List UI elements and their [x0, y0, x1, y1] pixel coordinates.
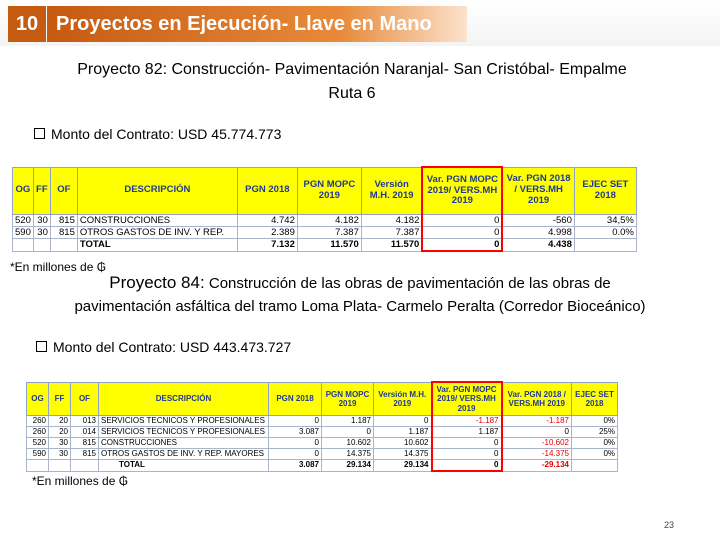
cell-og: 590 — [27, 449, 49, 460]
cell-var-pgn2018: -560 — [502, 215, 574, 227]
cell-total-label: TOTAL — [99, 460, 269, 472]
project-82-table — [12, 166, 637, 252]
header-of: OF — [50, 167, 77, 215]
slide-title: Proyectos en Ejecución- Llave en Mano — [56, 13, 432, 35]
header-descripcion: DESCRIPCIÓN — [77, 167, 237, 215]
cell-version-mh: 10.602 — [374, 438, 432, 449]
cell-og: 260 — [27, 427, 49, 438]
project-82-title-line2: Ruta 6 — [328, 85, 376, 102]
cell-var-mopc: -1.187 — [432, 416, 502, 427]
project-84-title-rest: Construcción de las obras de pavimentación de las obras de — [204, 275, 611, 292]
cell-of: 815 — [50, 215, 77, 227]
header-ff: FF — [33, 167, 50, 215]
cell-ejec: 0.0% — [574, 227, 636, 239]
cell-descripcion: OTROS GASTOS DE INV. Y REP. — [77, 227, 237, 239]
project-84-title — [20, 271, 700, 318]
table-row — [27, 449, 618, 460]
header-of: OF — [71, 382, 99, 416]
cell-pgn-2018: 3.087 — [269, 460, 322, 472]
cell-var-pgn2018: -1.187 — [502, 416, 572, 427]
project-84-title-line1 — [20, 271, 700, 295]
table-row — [13, 227, 637, 239]
project-82-contract — [34, 126, 281, 142]
table-header-row — [13, 167, 637, 215]
cell-version-mh: 7.387 — [361, 227, 422, 239]
header-ejec: EJEC SET 2018 — [574, 167, 636, 215]
section-number: 10 — [8, 6, 46, 42]
cell-of — [71, 460, 99, 472]
cell-version-mh: 1.187 — [374, 427, 432, 438]
cell-var-pgn2018: -29.134 — [502, 460, 572, 472]
cell-var-pgn2018: 0 — [502, 427, 572, 438]
cell-var-mopc: 0 — [432, 438, 502, 449]
project-82-title-line1: Proyecto 82: Construcción- Pavimentación Naranjal- San Cristóbal- Empalme — [77, 61, 627, 78]
contract-label: Monto del Contrato: — [51, 126, 174, 142]
table-row — [27, 427, 618, 438]
header-pgn-mopc-2019: PGN MOPC 2019 — [322, 382, 374, 416]
cell-pgn-2018: 0 — [269, 449, 322, 460]
cell-var-mopc: 0 — [432, 449, 502, 460]
header-ejec: EJEC SET 2018 — [572, 382, 618, 416]
cell-var-mopc: 0 — [422, 215, 502, 227]
table-row — [27, 438, 618, 449]
cell-descripcion: CONSTRUCCIONES — [77, 215, 237, 227]
cell-descripcion: SERVICIOS TECNICOS Y PROFESIONALES — [99, 416, 269, 427]
contract-value: USD 45.774.773 — [177, 126, 282, 142]
cell-pgn-2018: 0 — [269, 416, 322, 427]
cell-descripcion: CONSTRUCCIONES — [99, 438, 269, 449]
cell-pgn-mopc: 1.187 — [322, 416, 374, 427]
project-84-table — [26, 381, 618, 472]
table-row — [13, 215, 637, 227]
cell-pgn-2018: 0 — [269, 438, 322, 449]
cell-version-mh: 0 — [374, 416, 432, 427]
table-total-row — [13, 239, 637, 252]
header-pgn-2018: PGN 2018 — [269, 382, 322, 416]
cell-var-mopc: 0 — [432, 460, 502, 472]
cell-pgn-mopc: 4.182 — [297, 215, 361, 227]
table-row — [27, 416, 618, 427]
cell-pgn-2018: 2.389 — [237, 227, 297, 239]
cell-og: 520 — [27, 438, 49, 449]
cell-of: 815 — [71, 449, 99, 460]
cell-pgn-2018: 4.742 — [237, 215, 297, 227]
cell-ejec: 25% — [572, 427, 618, 438]
cell-ff: 30 — [49, 438, 71, 449]
project-84-title-bold: Proyecto 84: — [109, 273, 205, 292]
cell-of: 815 — [71, 438, 99, 449]
slide-header — [0, 0, 720, 46]
cell-total-label: TOTAL — [77, 239, 237, 252]
cell-of — [50, 239, 77, 252]
cell-pgn-mopc: 7.387 — [297, 227, 361, 239]
cell-var-pgn2018: 4.438 — [502, 239, 574, 252]
header-var-pgn2018: Var. PGN 2018 / VERS.MH 2019 — [502, 382, 572, 416]
header-descripcion: DESCRIPCIÓN — [99, 382, 269, 416]
header-var-pgn2018: Var. PGN 2018 / VERS.MH 2019 — [502, 167, 574, 215]
cell-descripcion: OTROS GASTOS DE INV. Y REP. MAYORES — [99, 449, 269, 460]
cell-ejec: 34,5% — [574, 215, 636, 227]
project-84-title-line2: pavimentación asfáltica del tramo Loma Plata- Carmelo Peralta (Corredor Bioceánico) — [74, 298, 646, 315]
cell-version-mh: 14.375 — [374, 449, 432, 460]
cell-var-pgn2018: -10.602 — [502, 438, 572, 449]
cell-og: 520 — [13, 215, 34, 227]
cell-pgn-mopc: 29.134 — [322, 460, 374, 472]
cell-var-mopc: 0 — [422, 227, 502, 239]
cell-version-mh: 11.570 — [361, 239, 422, 252]
page-number: 23 — [664, 520, 675, 530]
cell-ff — [49, 460, 71, 472]
cell-ff: 30 — [49, 449, 71, 460]
cell-of: 013 — [71, 416, 99, 427]
contract-value: USD 443.473.727 — [179, 339, 292, 355]
header-og: OG — [13, 167, 34, 215]
project-84-note: *En millones de ₲ — [32, 474, 129, 488]
project-84-contract — [36, 339, 291, 355]
cell-pgn-mopc: 0 — [322, 427, 374, 438]
cell-ff: 20 — [49, 427, 71, 438]
project-82-note: *En millones de ₲ — [10, 260, 107, 274]
cell-ff: 30 — [33, 227, 50, 239]
cell-og: 260 — [27, 416, 49, 427]
header-version-mh: Versión M.H. 2019 — [361, 167, 422, 215]
cell-version-mh: 29.134 — [374, 460, 432, 472]
checkbox-bullet-icon — [36, 341, 47, 352]
cell-ff — [33, 239, 50, 252]
cell-ejec: 0% — [572, 438, 618, 449]
checkbox-bullet-icon — [34, 128, 45, 139]
header-version-mh: Versión M.H. 2019 — [374, 382, 432, 416]
cell-ejec: 0% — [572, 449, 618, 460]
cell-pgn-mopc: 10.602 — [322, 438, 374, 449]
header-var-mopc: Var. PGN MOPC 2019/ VERS.MH 2019 — [422, 167, 502, 215]
table-header-row — [27, 382, 618, 416]
cell-var-pgn2018: -14.375 — [502, 449, 572, 460]
header-var-mopc: Var. PGN MOPC 2019/ VERS.MH 2019 — [432, 382, 502, 416]
cell-pgn-mopc: 14.375 — [322, 449, 374, 460]
cell-version-mh: 4.182 — [361, 215, 422, 227]
cell-var-pgn2018: 4.998 — [502, 227, 574, 239]
cell-ff: 30 — [33, 215, 50, 227]
header-pgn-mopc-2019: PGN MOPC 2019 — [297, 167, 361, 215]
contract-label: Monto del Contrato: — [53, 339, 176, 355]
cell-var-mopc: 0 — [422, 239, 502, 252]
cell-og — [13, 239, 34, 252]
cell-descripcion: SERVICIOS TECNICOS Y PROFESIONALES — [99, 427, 269, 438]
cell-ejec — [572, 460, 618, 472]
cell-pgn-mopc: 11.570 — [297, 239, 361, 252]
cell-ff: 20 — [49, 416, 71, 427]
cell-of: 815 — [50, 227, 77, 239]
cell-og — [27, 460, 49, 472]
header-pgn-2018: PGN 2018 — [237, 167, 297, 215]
header-ff: FF — [49, 382, 71, 416]
cell-og: 590 — [13, 227, 34, 239]
header-og: OG — [27, 382, 49, 416]
cell-var-mopc: 1.187 — [432, 427, 502, 438]
cell-pgn-2018: 3.087 — [269, 427, 322, 438]
project-82-title — [32, 58, 672, 106]
cell-pgn-2018: 7.132 — [237, 239, 297, 252]
cell-ejec — [574, 239, 636, 252]
table-total-row — [27, 460, 618, 472]
cell-of: 014 — [71, 427, 99, 438]
cell-ejec: 0% — [572, 416, 618, 427]
